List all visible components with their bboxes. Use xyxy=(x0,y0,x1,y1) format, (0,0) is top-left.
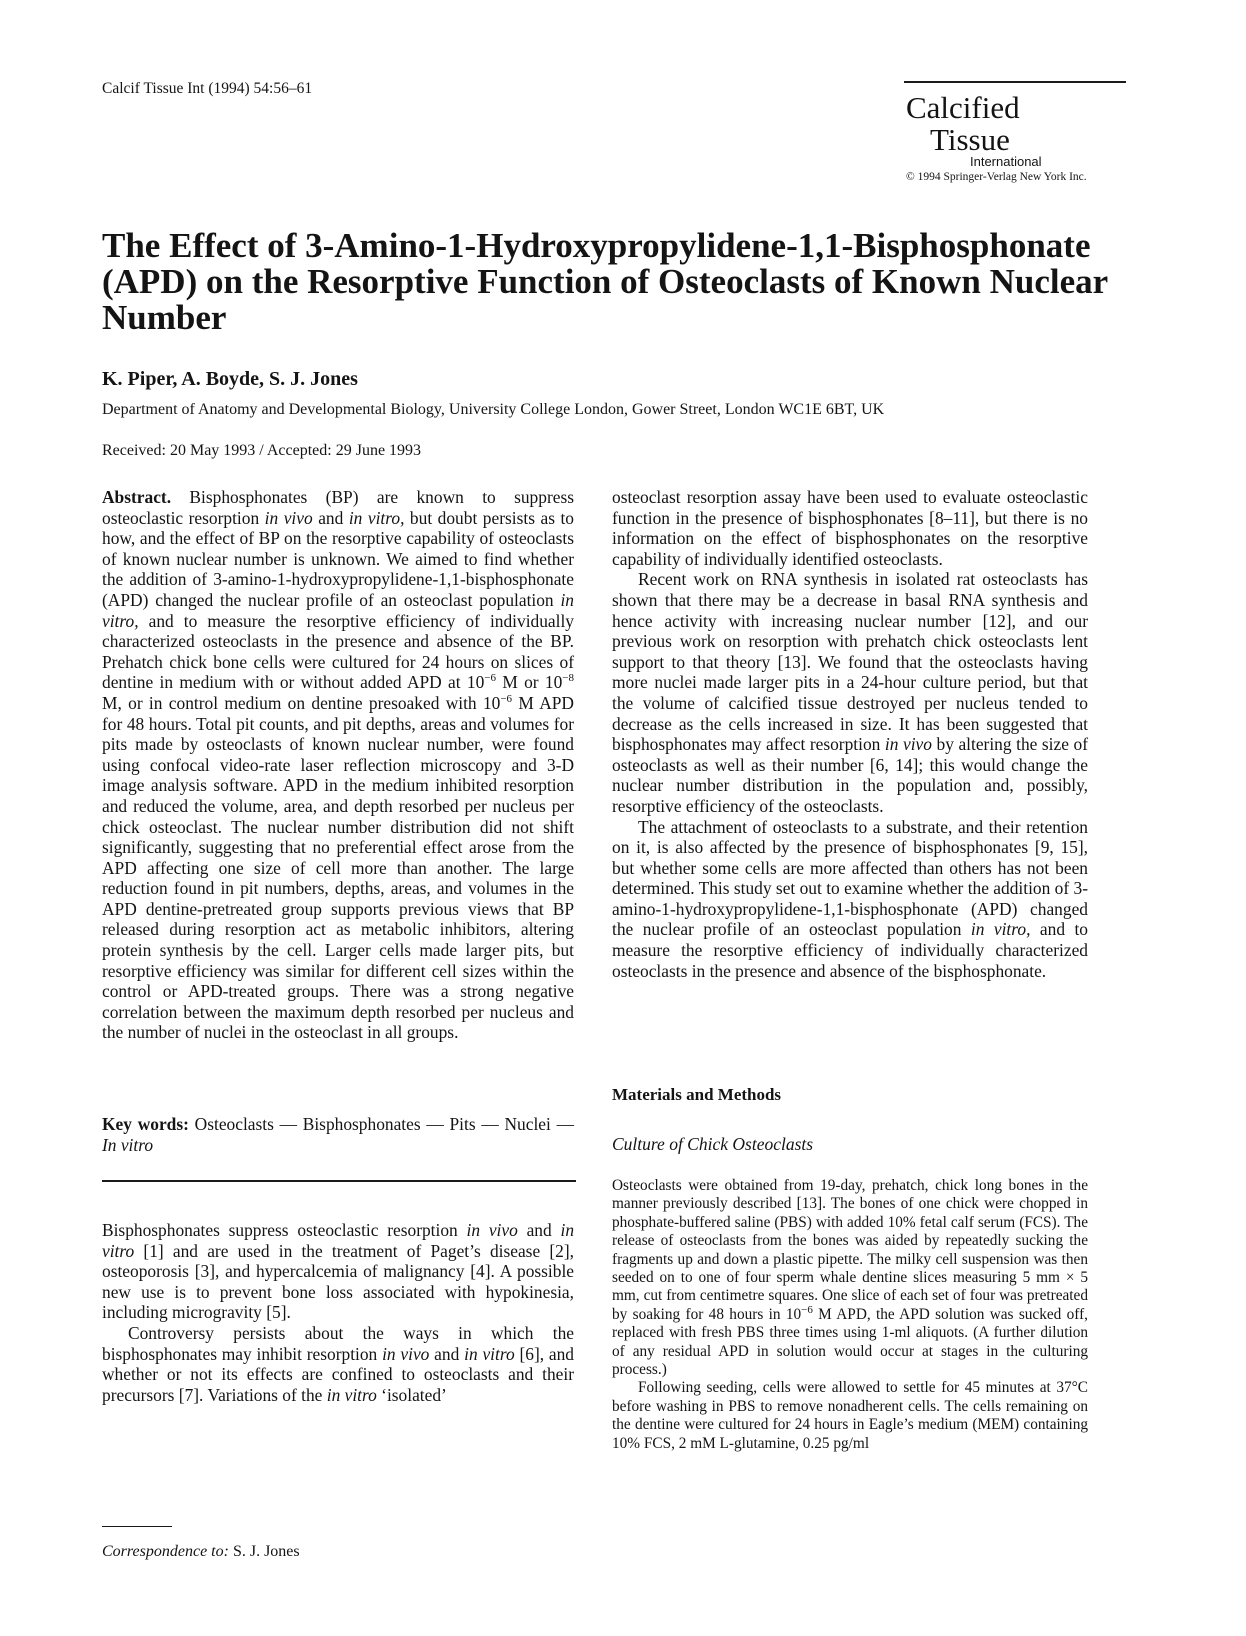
received-accepted-dates: Received: 20 May 1993 / Accepted: 29 June 1993 xyxy=(102,442,422,459)
affiliation: Department of Anatomy and Developmental Biology, University College London, Gower Street, London WC1E 6BT, UK xyxy=(102,401,885,418)
journal-logo-rule xyxy=(904,81,1126,83)
journal-citation: Calcif Tissue Int (1994) 54:56–61 xyxy=(102,80,313,97)
correspondence: Correspondence to: S. J. Jones xyxy=(102,1543,300,1560)
footnote-divider xyxy=(102,1526,172,1527)
abstract-divider xyxy=(102,1180,576,1182)
abstract-label: Abstract. xyxy=(102,487,172,507)
copyright: © 1994 Springer-Verlag New York Inc. xyxy=(906,171,1087,183)
introduction: Bisphosphonates suppress osteoclastic resorption in vivo and in vitro [1] and are used in the treatment of Paget’s disease [2], osteoporosis [3], and hypercalcemia of malignancy [4]. A possible new use is to prevent bone loss associated with hypokinesia, including microgravity [5]. Controversy persists about the ways in which the bisphosphonates may inhibit resorption in vivo and in vitro [6], and whether or not its effects are confined to osteoclasts and their precursors [7]. Variations of the in vitro ‘isolated’ xyxy=(102,1220,575,1405)
keywords: Key words: Osteoclasts — Bisphosphonates — Pits — Nuclei — In vitro xyxy=(102,1114,574,1155)
methods-text: Osteoclasts were obtained from 19-day, prehatch, chick long bones in the manner previously described [13]. The bones of one chick were chopped in phosphate-buffered saline (PBS) with added 10% fetal calf serum (FCS). The release of osteoclasts from the bones was aided by repeatedly sucking the fragments up and down a plastic pipette. The milky cell suspension was then seeded on to one of four sperm whale dentine slices measuring 5 mm × 5 mm, cut from centimetre squares. One slice of each set of four was pretreated by soaking for 48 hours in $10^{-6}$ M APD, the APD solution was sucked off, replaced with fresh PBS three times using 1-ml aliquots. (A further dilution of any residual APD in solution would occur at stages in the culturing process.) Following seeding, cells were allowed to settle for 45 minutes at 37°C before washing in PBS to remove nonadherent cells. The cells remaining on the dentine were cultured for 24 hours in Eagle’s medium (MEM) containing 10% FCS, 2 mM L-glutamine, 0.25 pg/ml xyxy=(612,1177,1089,1452)
abstract: Abstract. Bisphosphonates (BP) are known to suppress osteoclastic resorption in vivo and in vitro, but doubt persists as to how, and the effect of BP on the resorptive capability of osteoclasts of known nuclear number is unknown. We aimed to find whether the addition of 3-amino-1-hydroxypropylidene-1,1-bisphosphonate (APD) changed the nuclear profile of an osteoclast population in vitro, and to measure the resorptive efficiency of individually characterized osteoclasts in the presence and absence of the BP. Prehatch chick bone cells were cultured for 24 hours on slices of dentine in medium with or without added APD at $10^{-6}$ M or $10^{-8}$ M, or in control medium on dentine presoaked with $10^{-6}$ M APD for 48 hours. Total pit counts, and pit depths, areas and volumes for pits made by osteoclasts of known nuclear number, were found using confocal video-rate laser reflection microscopy and 3-D image analysis software. APD in the medium inhibited resorption and reduced the volume, area, and depth resorbed per nucleus per chick osteoclast. The nuclear number distribution did not shift significantly, suggesting that no preferential effect arose from the APD affecting one size of cell more than another. The large reduction found in pit numbers, depths, areas, and volumes in the APD dentine-pretreated group supports previous views that BP released during resorption act as metabolic inhibitors, altering protein synthesis by the cell. Larger cells made larger pits, but resorptive efficiency was similar for different cell sizes within the control or APD-treated groups. There was a strong negative correlation between the maximum depth resorbed per nucleus and the number of nuclei in the osteoclast in all groups. xyxy=(102,487,575,1043)
journal-name-line2: Tissue xyxy=(930,122,1010,157)
subsection-heading-culture: Culture of Chick Osteoclasts xyxy=(612,1134,814,1154)
article-title: The Effect of 3-Amino-1-Hydroxypropylidene-1,1-Bisphosphonate (APD) on the Resorptive Function of Osteoclasts of Known Nuclear Number xyxy=(102,226,1108,337)
authors: K. Piper, A. Boyde, S. J. Jones xyxy=(102,368,358,390)
journal-name-line1: Calcified xyxy=(906,90,1020,125)
journal-name-line3: International xyxy=(970,154,1042,169)
section-heading-methods: Materials and Methods xyxy=(612,1085,782,1104)
keywords-label: Key words: xyxy=(102,1114,189,1134)
intro-continued: osteoclast resorption assay have been used to evaluate osteoclastic function in the presence of bisphosphonates [8–11], but there is no information on the effect of bisphosphonates on the resorptive capability of individually identified osteoclasts. Recent work on RNA synthesis in isolated rat osteoclasts has shown that there may be a decrease in basal RNA synthesis and hence activity with increasing nuclear number [12], and our previous work on resorption with prehatch chick osteoclasts lent support to that theory [13]. We found that the osteoclasts having more nuclei made larger pits in a 24-hour culture period, but that the volume of calcified tissue destroyed per nucleus tended to decrease as the cells increased in size. It has been suggested that bisphosphonates may affect resorption in vivo by altering the size of osteoclasts as well as their number [6, 14]; this would change the nuclear number distribution in the population and, possibly, resorptive efficiency of the osteoclasts. The attachment of osteoclasts to a substrate, and their retention on it, is also affected by the presence of bisphosphonates [9, 15], but whether some cells are more affected than others has not been determined. This study set out to examine whether the addition of 3-amino-1-hydroxypropylidene-1,1-bisphosphonate (APD) changed the nuclear profile of an osteoclast population in vitro, and to measure the resorptive efficiency of individually characterized osteoclasts in the presence and absence of the bisphosphonate. xyxy=(612,487,1089,981)
